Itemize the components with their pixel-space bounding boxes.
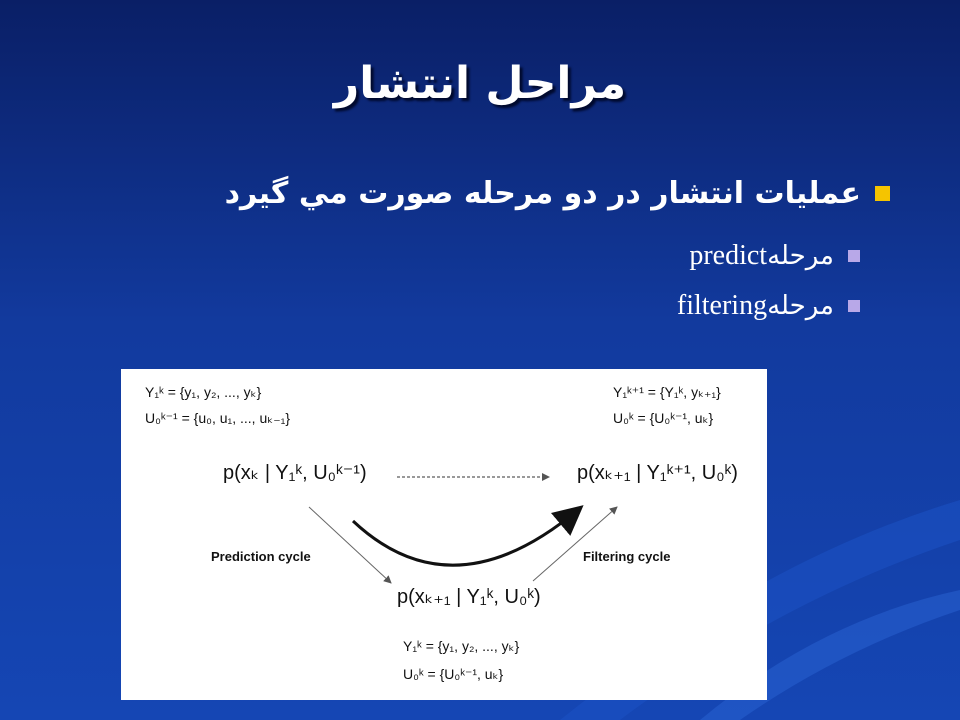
- sub-bullet-predict: [689, 240, 860, 272]
- filtering-arrow: [533, 507, 617, 581]
- main-bullet-text: عمليات انتشار در دو مرحله صورت مي گيرد: [224, 176, 861, 211]
- propagation-diagram: [121, 369, 767, 700]
- sub-bullet-term: filtering: [676, 290, 768, 321]
- top-left-U-set: U₀ᵏ⁻¹ = {u₀, u₁, ..., uₖ₋₁}: [145, 410, 290, 426]
- sub-bullet-prefix: مرحله: [767, 291, 834, 321]
- filtering-cycle-label: Filtering cycle: [583, 549, 671, 564]
- sub-bullet-filtering: [677, 290, 860, 322]
- top-right-U-set: U₀ᵏ = {U₀ᵏ⁻¹, uₖ}: [613, 410, 714, 426]
- sub-bullet-prefix: مرحله: [767, 241, 834, 271]
- right-probability: p(xₖ₊₁ | Y₁ᵏ⁺¹, U₀ᵏ): [577, 462, 738, 484]
- bottom-probability: p(xₖ₊₁ | Y₁ᵏ, U₀ᵏ): [397, 586, 541, 608]
- top-left-Y-set: Y₁ᵏ = {y₁, y₂, ..., yₖ}: [145, 384, 262, 400]
- bullet-square-icon: [848, 250, 860, 262]
- bottom-U-set: U₀ᵏ = {U₀ᵏ⁻¹, uₖ}: [403, 666, 504, 682]
- slide-title: مراحل انتشار: [333, 58, 627, 109]
- sub-bullet-term: predict: [689, 240, 768, 271]
- cycle-curve-arrow: [353, 509, 579, 565]
- bullet-square-icon: [848, 300, 860, 312]
- prediction-cycle-label: Prediction cycle: [211, 549, 311, 564]
- left-probability: p(xₖ | Y₁ᵏ, U₀ᵏ⁻¹): [223, 462, 367, 484]
- bullet-square-icon: [875, 186, 890, 201]
- top-right-Y-set: Y₁ᵏ⁺¹ = {Y₁ᵏ, yₖ₊₁}: [613, 384, 721, 400]
- prediction-arrow: [309, 507, 391, 583]
- bottom-Y-set: Y₁ᵏ = {y₁, y₂, ..., yₖ}: [403, 638, 520, 654]
- main-bullet: [225, 176, 890, 211]
- diagram-canvas: [121, 369, 767, 700]
